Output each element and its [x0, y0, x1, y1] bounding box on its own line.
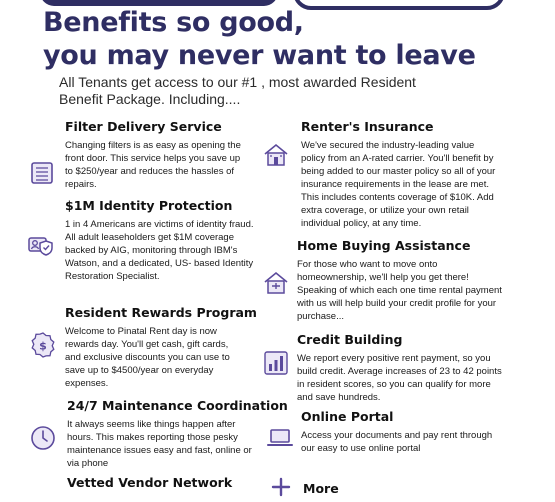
- benefit-online-portal: [301, 409, 501, 455]
- benefit-renters-insurance: [301, 119, 501, 230]
- bar-chart-icon: [263, 350, 289, 376]
- benefit-body: It always seems like things happen after hours. This makes reporting those pesky maintenance issues easy and fast, online or via phone: [67, 419, 252, 469]
- identity-shield-icon: [28, 232, 54, 258]
- benefit-title: Vetted Vendor Network: [67, 475, 233, 490]
- benefit-body: For those who want to move onto homeownership, we'll help you get there! Speaking of which each one time rental payment with us will help build your credit profile for your purchase...: [297, 259, 502, 322]
- headline: [43, 6, 476, 72]
- benefit-maintenance: [67, 398, 288, 470]
- benefit-title: 24/7 Maintenance Coordination: [67, 398, 288, 413]
- benefit-title: Credit Building: [297, 332, 403, 347]
- benefit-body: We report every positive rent payment, so you build credit. Average increases of 23 to 42 points in resident scores, so you can qualify for more and save hundreds.: [297, 353, 502, 403]
- benefit-body: 1 in 4 Americans are victims of identity fraud. All adult leaseholders get $1M coverage backed by AIG, monitoring through IBM's Watson, and a dedicated, US- based Identity Restoration Specialist.: [65, 219, 254, 282]
- air-filter-icon: [29, 160, 55, 186]
- laptop-icon: [267, 424, 293, 450]
- intro-text: All Tenants get access to our #1 , most awarded Resident Benefit Package. Including....: [59, 74, 416, 107]
- benefit-credit-building: [297, 332, 507, 404]
- benefit-body: We've secured the industry-leading value policy from an A-rated carrier. You'll benefit by being added to our master policy so all of your insurance requirements in the lease are met. This includes contents coverage of $10K. Add extra coverage, or utilize your own retail individual policy, at any time.: [301, 140, 496, 229]
- benefit-filter-delivery: [65, 119, 245, 191]
- benefit-title: Renter's Insurance: [301, 119, 434, 134]
- benefit-vendor-network: [67, 475, 252, 495]
- benefit-title: $1M Identity Protection: [65, 198, 233, 213]
- clock-icon: [30, 425, 56, 451]
- benefit-home-buying: [297, 238, 507, 323]
- benefit-resident-rewards: [65, 305, 257, 390]
- svg-text:$: $: [39, 339, 47, 353]
- benefit-title: Online Portal: [301, 409, 394, 424]
- home-buying-icon: [263, 270, 289, 296]
- rewards-badge-icon: [30, 332, 56, 358]
- benefit-title: Resident Rewards Program: [65, 305, 257, 320]
- house-insurance-icon: [263, 142, 289, 168]
- benefit-title: Filter Delivery Service: [65, 119, 222, 134]
- benefit-body: Welcome to Pinatal Rent day is now rewards day. You'll get cash, gift cards, and exclusive discounts you can use to save up to $4500/year on everyday expenses.: [65, 326, 230, 389]
- headline-line-2: you may never want to leave: [43, 40, 476, 71]
- headline-line-1: Benefits so good,: [43, 7, 304, 38]
- plus-icon: [271, 477, 291, 497]
- benefit-body: Changing filters is as easy as opening the front door. This service helps you save up to $250/year and reduces the hassles of repairs.: [65, 140, 241, 190]
- benefit-body: Access your documents and pay rent through our easy to use online portal: [301, 430, 493, 454]
- benefit-title: More: [303, 481, 339, 496]
- benefit-more: [303, 481, 423, 501]
- benefit-identity-protection: [65, 198, 255, 283]
- benefit-title: Home Buying Assistance: [297, 238, 471, 253]
